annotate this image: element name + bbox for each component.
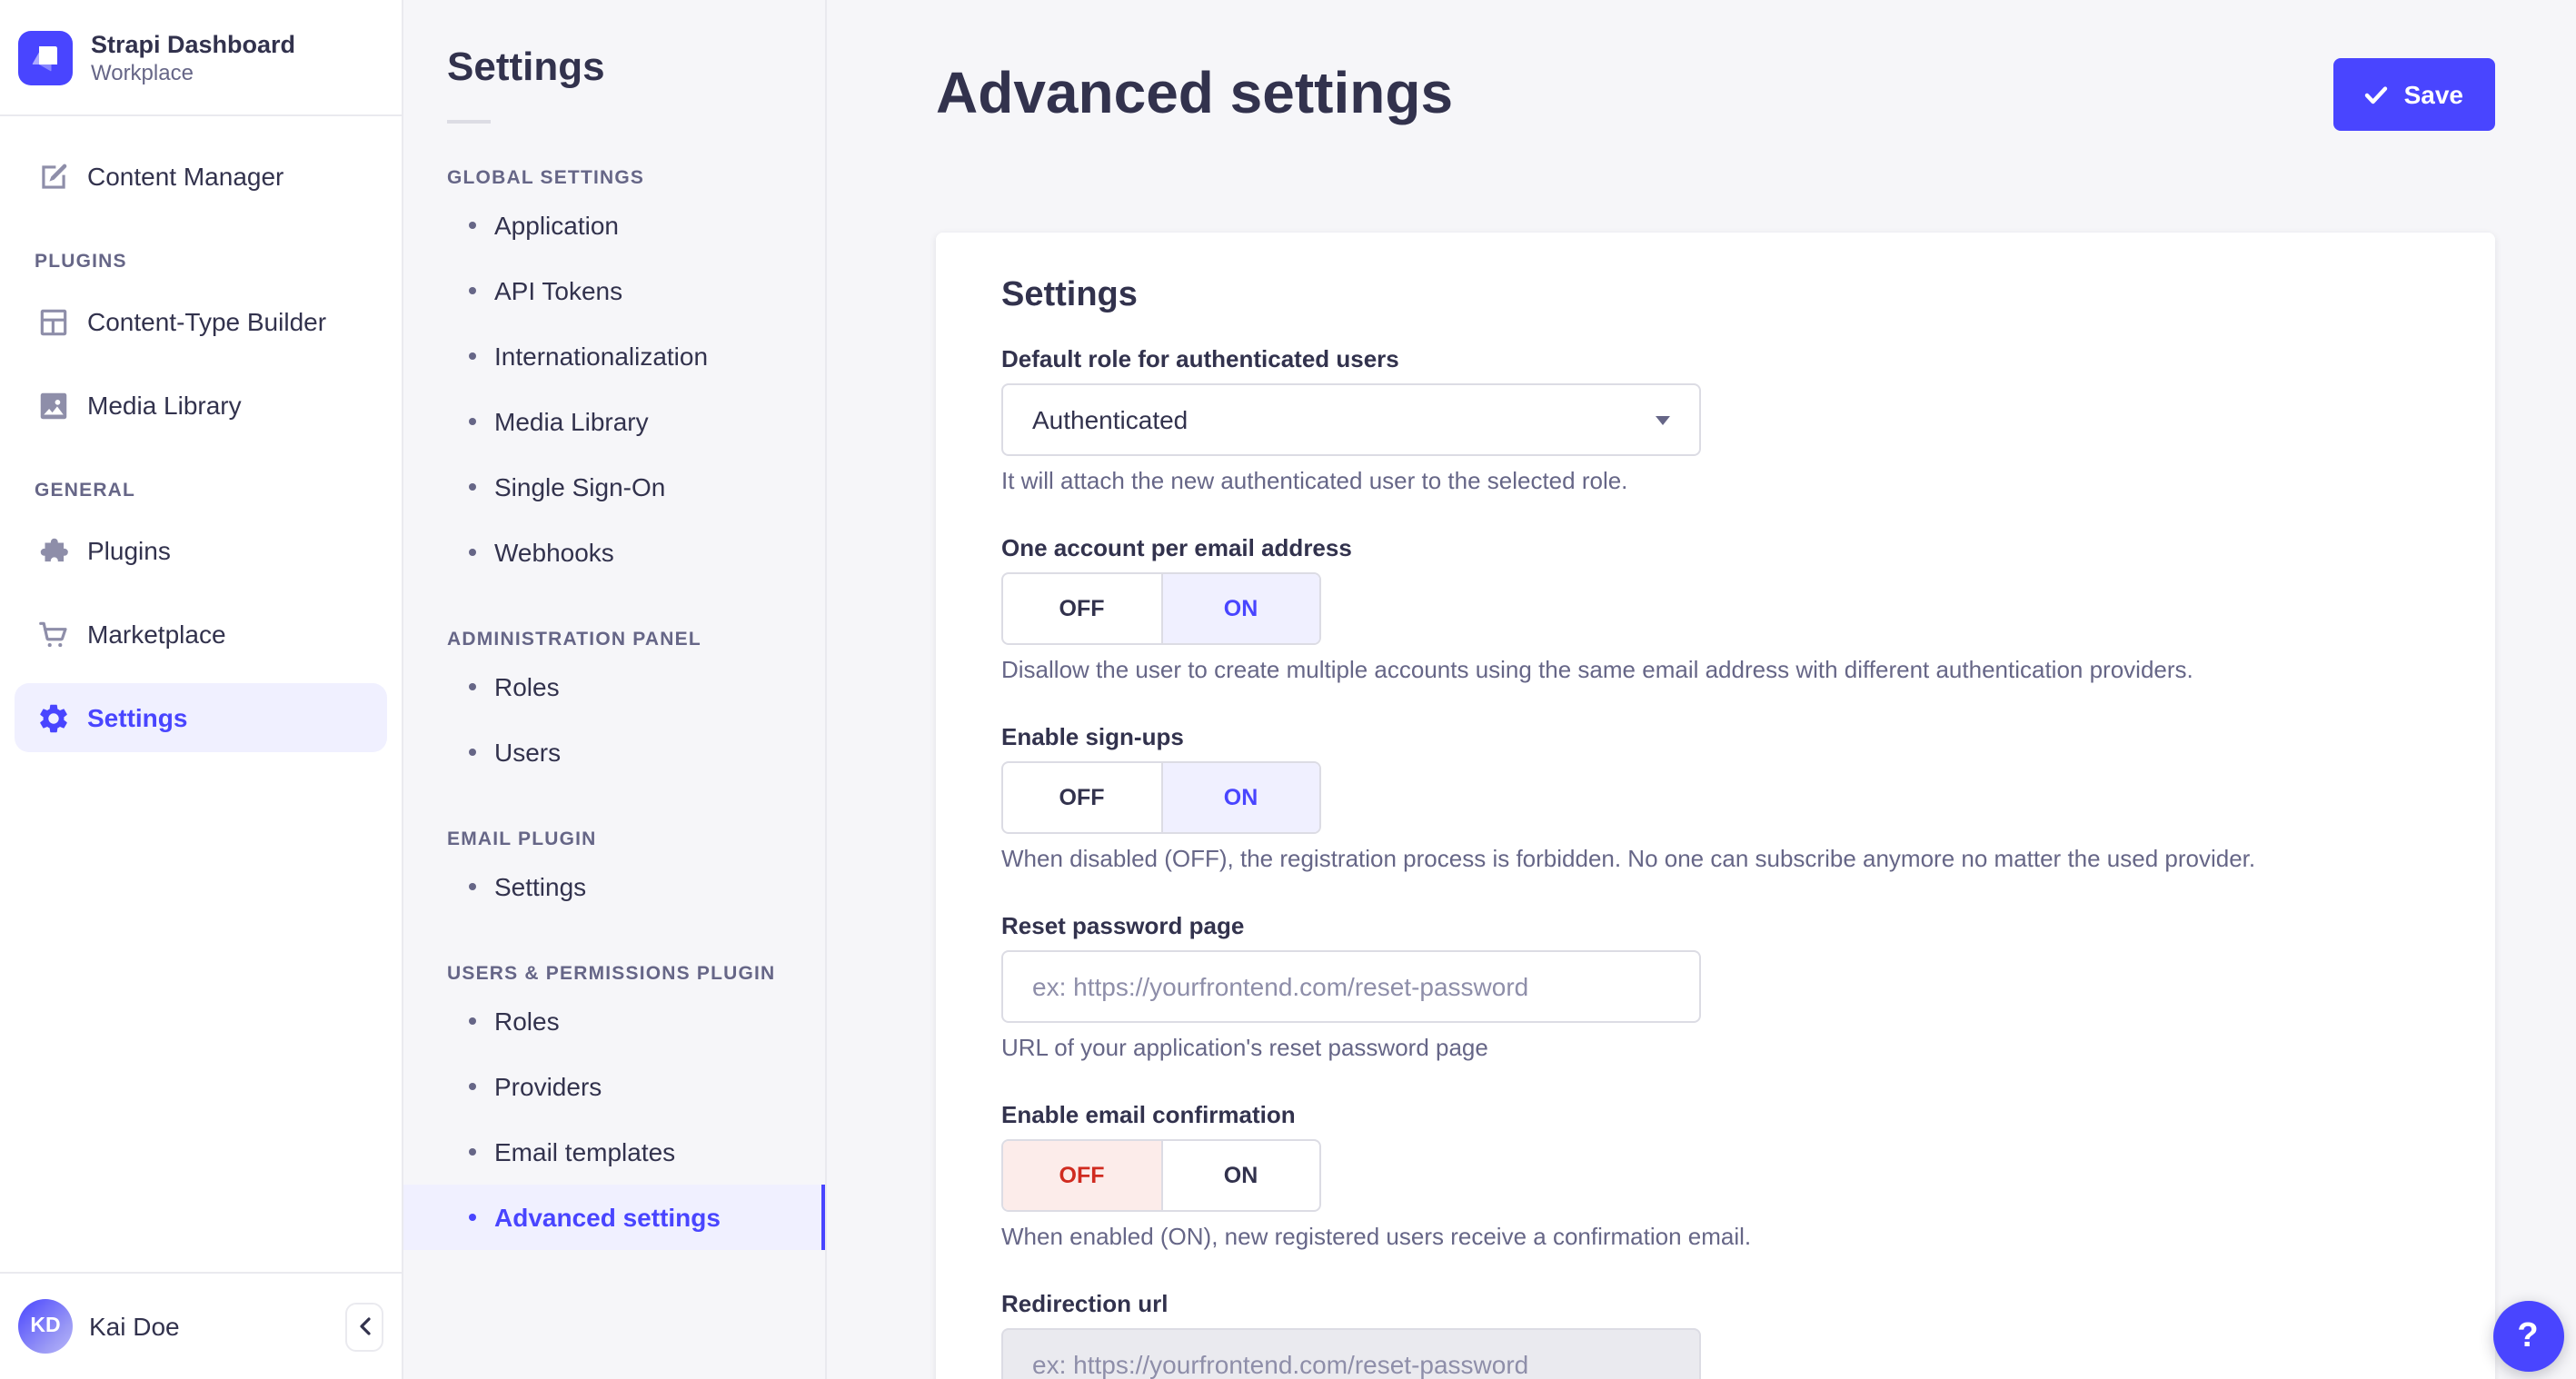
- nav-item-label: Settings: [87, 703, 188, 732]
- sidebar-collapse-button[interactable]: [345, 1302, 383, 1351]
- page-title: Advanced settings: [936, 60, 1454, 125]
- nav-item-label: Content-Type Builder: [87, 307, 327, 336]
- help-button[interactable]: [2492, 1301, 2563, 1372]
- gear-icon: [35, 699, 71, 736]
- workspace-subtitle: Workplace: [91, 59, 194, 84]
- save-button-label: Save: [2403, 80, 2463, 109]
- section-global-settings: GLOBAL SETTINGS: [447, 167, 645, 189]
- nav-item-label: Content Manager: [87, 162, 284, 191]
- field-redirection-url: [1001, 1290, 2429, 1379]
- card-title: Settings: [1001, 276, 1138, 314]
- settings-item-webhooks[interactable]: [403, 520, 825, 585]
- field-label: Reset password page: [1001, 912, 1245, 939]
- chevron-left-icon: [357, 1317, 372, 1335]
- workspace-brand: [0, 0, 402, 116]
- main-content: [827, 0, 2576, 1379]
- toggle-on-option[interactable]: ON: [1160, 1141, 1319, 1210]
- settings-item-application[interactable]: [403, 193, 825, 258]
- field-hint: When disabled (OFF), the registration process is forbidden. No one can subscribe anymore no matter the used provider.: [1001, 845, 2256, 872]
- user-avatar: KD: [18, 1299, 73, 1354]
- settings-item-label: Users: [494, 738, 562, 767]
- settings-item-label: Roles: [494, 1007, 560, 1036]
- one-account-toggle: [1001, 572, 1321, 645]
- toggle-off-option[interactable]: OFF: [1059, 785, 1105, 810]
- save-button[interactable]: [2333, 58, 2494, 131]
- enable-signups-toggle: [1001, 761, 1321, 834]
- settings-item-api-tokens[interactable]: [403, 258, 825, 323]
- page-header: [827, 0, 2576, 131]
- settings-card: [936, 233, 2494, 1379]
- settings-item-up-roles[interactable]: [403, 988, 825, 1054]
- nav-item-content-manager[interactable]: [15, 142, 387, 211]
- field-one-account: [1001, 534, 2429, 683]
- nav-section-general: GENERAL: [35, 480, 136, 501]
- nav-item-plugins[interactable]: [15, 516, 387, 585]
- check-icon: [2364, 84, 2388, 104]
- content-manager-icon: [35, 158, 71, 194]
- settings-item-label: API Tokens: [494, 276, 623, 305]
- select-value: Authenticated: [1032, 405, 1189, 434]
- main-nav: [0, 116, 402, 1272]
- nav-section-plugins: PLUGINS: [35, 251, 127, 273]
- settings-item-label: Internationalization: [494, 342, 709, 371]
- section-users-permissions-plugin: USERS & PERMISSIONS PLUGIN: [447, 963, 776, 985]
- field-label: Redirection url: [1001, 1290, 1169, 1317]
- settings-item-label: Media Library: [494, 407, 649, 436]
- user-menu[interactable]: [0, 1272, 402, 1379]
- settings-item-label: Single Sign-On: [494, 472, 666, 501]
- field-enable-signups: [1001, 723, 2429, 872]
- toggle-off-option[interactable]: OFF: [1059, 596, 1105, 621]
- strapi-logo-icon: [18, 30, 73, 84]
- nav-item-media-library[interactable]: [15, 371, 387, 440]
- field-hint: It will attach the new authenticated user to the selected role.: [1001, 467, 1628, 494]
- toggle-on-option[interactable]: ON: [1160, 574, 1319, 643]
- field-email-confirmation: [1001, 1101, 2429, 1250]
- settings-item-media-library[interactable]: [403, 389, 825, 454]
- section-email-plugin: EMAIL PLUGIN: [447, 828, 597, 850]
- default-role-select[interactable]: [1001, 383, 1701, 456]
- divider: [447, 120, 491, 124]
- settings-item-label: Webhooks: [494, 538, 614, 567]
- field-hint: Disallow the user to create multiple accounts using the same email address with different authentication providers.: [1001, 656, 2193, 683]
- main-sidebar: [0, 0, 403, 1379]
- settings-item-single-sign-on[interactable]: [403, 454, 825, 520]
- settings-item-email-settings[interactable]: [403, 854, 825, 919]
- field-label: Enable sign-ups: [1001, 723, 1184, 750]
- settings-item-internationalization[interactable]: [403, 323, 825, 389]
- settings-item-label: Advanced settings: [494, 1203, 721, 1232]
- settings-item-label: Providers: [494, 1072, 602, 1101]
- toggle-off-option[interactable]: OFF: [1003, 1141, 1160, 1210]
- settings-item-label: Application: [494, 211, 619, 240]
- email-confirmation-toggle: [1001, 1139, 1321, 1212]
- settings-item-label: Settings: [494, 872, 587, 901]
- cart-icon: [35, 616, 71, 652]
- reset-password-input[interactable]: [1001, 950, 1701, 1023]
- settings-item-email-templates[interactable]: [403, 1119, 825, 1185]
- question-mark-icon: ?: [2517, 1316, 2539, 1354]
- user-name: Kai Doe: [89, 1312, 180, 1341]
- nav-item-label: Plugins: [87, 536, 171, 565]
- nav-item-label: Media Library: [87, 391, 242, 420]
- toggle-on-option[interactable]: ON: [1160, 763, 1319, 832]
- puzzle-icon: [35, 532, 71, 569]
- settings-item-label: Roles: [494, 672, 560, 701]
- field-label: Enable email confirmation: [1001, 1101, 1296, 1128]
- content-type-builder-icon: [35, 303, 71, 340]
- nav-item-content-type-builder[interactable]: [15, 287, 387, 356]
- redirection-url-input: [1001, 1328, 1701, 1379]
- field-hint: URL of your application's reset password page: [1001, 1034, 1488, 1061]
- field-label: One account per email address: [1001, 534, 1352, 561]
- settings-item-providers[interactable]: [403, 1054, 825, 1119]
- field-label: Default role for authenticated users: [1001, 345, 1399, 372]
- settings-sidebar: [403, 0, 827, 1379]
- field-reset-password: [1001, 912, 2429, 1061]
- field-hint: When enabled (ON), new registered users receive a confirmation email.: [1001, 1223, 1752, 1250]
- chevron-down-icon: [1656, 415, 1670, 424]
- settings-item-admin-roles[interactable]: [403, 654, 825, 719]
- nav-item-label: Marketplace: [87, 620, 226, 649]
- settings-item-advanced-settings[interactable]: [403, 1185, 825, 1250]
- media-library-icon: [35, 387, 71, 423]
- settings-item-label: Email templates: [494, 1137, 676, 1166]
- settings-item-admin-users[interactable]: [403, 719, 825, 785]
- section-administration-panel: ADMINISTRATION PANEL: [447, 629, 701, 650]
- field-default-role: [1001, 345, 2429, 494]
- settings-sidebar-title: Settings: [447, 44, 605, 89]
- nav-item-marketplace[interactable]: [15, 600, 387, 669]
- workspace-title: Strapi Dashboard: [91, 30, 296, 57]
- nav-item-settings[interactable]: [15, 683, 387, 752]
